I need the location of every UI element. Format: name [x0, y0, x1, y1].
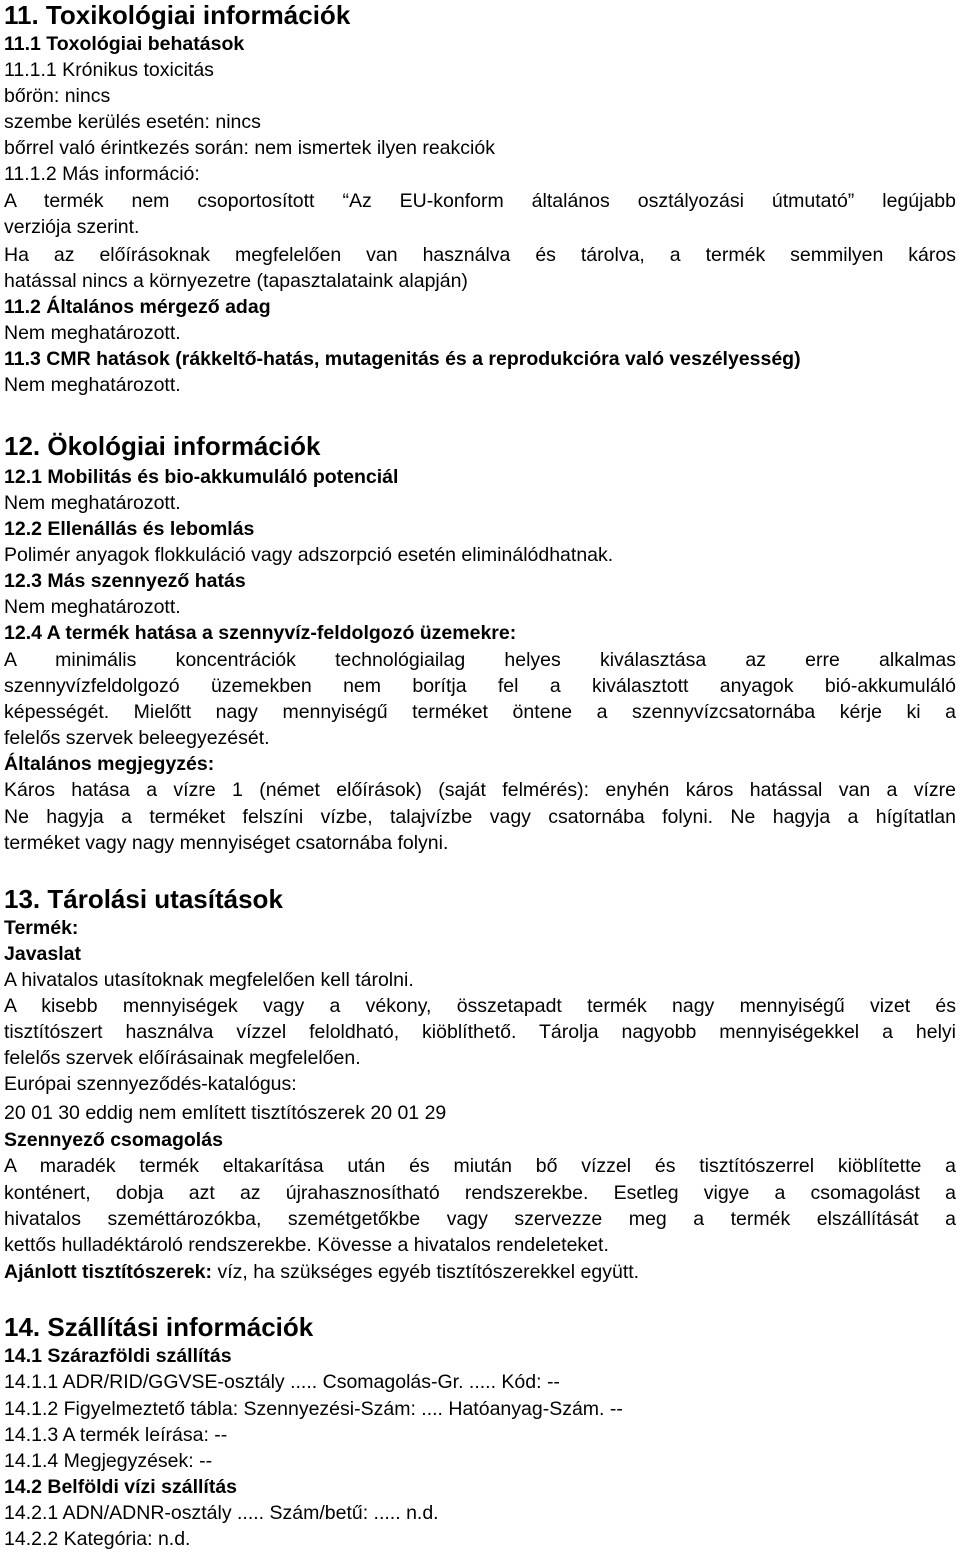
subsection-11-1-1-heading: 11.1.1 Krónikus toxicitás [4, 59, 214, 81]
subsection-11-2-heading: 11.2 Általános mérgező adag [4, 296, 271, 318]
general-note-line: Káros hatása a vízre 1 (német előírások) (saját felmérés): enyhén káros hatással van a vízre [4, 779, 956, 801]
product-heading: Termék: [4, 917, 79, 939]
waste-catalog-value: 20 01 30 eddig nem említett tisztítószerek 20 01 29 [4, 1102, 447, 1124]
subsection-12-2-heading: 12.2 Ellenállás és lebomlás [4, 518, 255, 540]
transport-line: 14.2.1 ADN/ADNR-osztály ..... Szám/betű: ..... n.d. [4, 1502, 439, 1524]
skin-contact-line: bőrrel való érintkezés során: nem ismertek ilyen reakciók [4, 137, 495, 159]
section-13-title: 13. Tárolási utasítások [4, 884, 283, 914]
transport-line: 14.1.3 A termék leírása: -- [4, 1424, 228, 1446]
other-info-paragraph-line: Ha az előírásoknak megfelelően van használva és tárolva, a termék semmilyen káros [4, 244, 956, 266]
subsection-12-4-paragraph-line: A minimális koncentrációk technológiailag helyes kiválasztása az erre alkalmas [4, 649, 956, 671]
transport-line: 14.1.4 Megjegyzések: -- [4, 1450, 213, 1472]
other-info-paragraph-line: hatással nincs a környezetre (tapasztalataink alapján) [4, 270, 468, 292]
subsection-14-1-heading: 14.1 Szárazföldi szállítás [4, 1345, 232, 1367]
section-12-title: 12. Ökológiai információk [4, 431, 321, 461]
subsection-12-4-paragraph-line: szennyvízfeldolgozó üzemekben nem borítja fel a kiválasztott anyagok bió-akkumuláló [4, 675, 956, 697]
packaging-line: hivatalos szeméttározókba, szemétgetőkbe vagy szervezze meg a termék elszállítását a [4, 1208, 956, 1230]
recommended-cleaners-line [4, 1259, 639, 1285]
subsection-11-1-2-heading: 11.1.2 Más információ: [4, 163, 200, 185]
recommendation-line: felelős szervek előírásainak megfelelően. [4, 1047, 361, 1069]
transport-line: 14.1.2 Figyelmeztető tábla: Szennyezési-Szám: .... Hatóanyag-Szám. -- [4, 1398, 623, 1420]
recommendation-line: tisztítószert használva vízzel feloldható, kiöblíthető. Tárolja nagyobb mennyiségekkel a helyi [4, 1021, 956, 1043]
general-note-line: Ne hagyja a terméket felszíni vízbe, talajvízbe vagy csatornába folyni. Ne hagyja a hígítatlan [4, 806, 956, 828]
packaging-heading: Szennyező csomagolás [4, 1129, 223, 1151]
other-info-paragraph-line: verziója szerint. [4, 216, 140, 238]
subsection-12-1-value: Nem meghatározott. [4, 492, 181, 514]
subsection-11-2-value: Nem meghatározott. [4, 322, 181, 344]
general-note-heading: Általános megjegyzés: [4, 753, 215, 775]
subsection-12-3-heading: 12.3 Más szennyező hatás [4, 570, 246, 592]
subsection-12-2-value: Polimér anyagok flokkuláció vagy adszorpció esetén eliminálódhatnak. [4, 544, 614, 566]
recommendation-line: A hivatalos utasítoknak megfelelően kell tárolni. [4, 969, 414, 991]
packaging-line: kettős hulladéktároló rendszerekbe. Kövesse a hivatalos rendeleteket. [4, 1234, 609, 1256]
subsection-12-1-heading: 12.1 Mobilitás és bio-akkumuláló potenciál [4, 466, 399, 488]
subsection-12-3-value: Nem meghatározott. [4, 596, 181, 618]
subsection-11-1-heading: 11.1 Toxológiai behatások [4, 33, 245, 55]
recommendation-heading: Javaslat [4, 943, 81, 965]
subsection-11-3-heading: 11.3 CMR hatások (rákkeltő-hatás, mutagenitás és a reprodukcióra való veszélyesség) [4, 348, 801, 370]
recommended-cleaners-label: Ajánlott tisztítószerek: [4, 1261, 213, 1283]
transport-line: 14.1.1 ADR/RID/GGVSE-osztály ..... Csomagolás-Gr. ..... Kód: -- [4, 1371, 560, 1393]
transport-line: 14.2.2 Kategória: n.d. [4, 1528, 191, 1550]
packaging-line: konténert, dobja azt az újrahasznosítható rendszerekbe. Esetleg vigye a csomagolást a [4, 1182, 956, 1204]
other-info-paragraph-line: A termék nem csoportosított “Az EU-konform általános osztályozási útmutató” legújabb [4, 190, 956, 212]
subsection-12-4-heading: 12.4 A termék hatása a szennyvíz-feldolgozó üzemekre: [4, 622, 517, 644]
section-14-title: 14. Szállítási információk [4, 1312, 314, 1342]
subsection-11-3-value: Nem meghatározott. [4, 374, 181, 396]
eye-toxicity-line: szembe kerülés esetén: nincs [4, 111, 261, 133]
packaging-line: A maradék termék eltakarítása után és miután bő vízzel és tisztítószerrel kiöblítette a [4, 1155, 956, 1177]
section-11-title: 11. Toxikológiai információk [4, 0, 351, 30]
general-note-line: terméket vagy nagy mennyiséget csatornába folyni. [4, 832, 449, 854]
subsection-14-2-heading: 14.2 Belföldi vízi szállítás [4, 1476, 238, 1498]
subsection-12-4-paragraph-line: képességét. Mielőtt nagy mennyiségű terméket öntene a szennyvízcsatornába kérje ki a [4, 701, 956, 723]
recommendation-line: A kisebb mennyiségek vagy a vékony, összetapadt termék nagy mennyiségű vizet és [4, 995, 956, 1017]
waste-catalog-label: Európai szennyeződés-katalógus: [4, 1073, 297, 1095]
skin-toxicity-line: bőrön: nincs [4, 85, 111, 107]
subsection-12-4-paragraph-line: felelős szervek beleegyezését. [4, 727, 270, 749]
recommended-cleaners-value: víz, ha szükséges egyéb tisztítószerekkel együtt. [212, 1261, 640, 1283]
